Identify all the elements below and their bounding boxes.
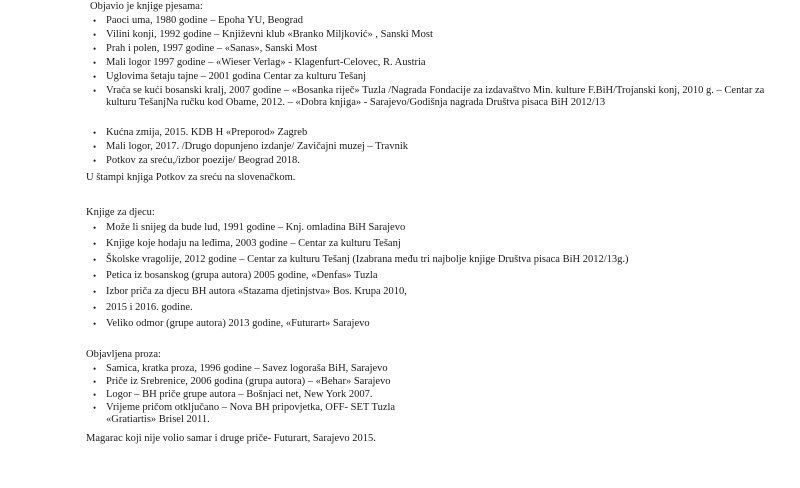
bullet-icon: • bbox=[93, 255, 97, 265]
list-item: • Veliko odmor (grupe autora) 2013 godine, «Futurart» Sarajevo bbox=[93, 318, 370, 329]
list-item: • Vraća se kući bosanski kralj, 2007 godine – «Bosanka riječ» Tuzla /Nagrada Fondacije za izdavaštvo Min. kulture F.BiH/Trojanski konj, 2010 g. – Centar za kulturu TešanjNa ručku kod Obame, 2012. – «Dobra knjiga» - Sarajevo/Godišnja nagrada Društva pisaca BiH 2012/13 bbox=[93, 85, 765, 108]
print-note: U štampi knjiga Potkov za sreću na slovenačkom. bbox=[86, 172, 296, 183]
children-heading: Knjige za djecu: bbox=[86, 207, 155, 218]
prose-list bbox=[93, 363, 783, 428]
children-list bbox=[93, 222, 783, 334]
list-item: • Petica iz bosanskog (grupa autora) 2005 godine, «Denfas» Tuzla bbox=[93, 270, 378, 281]
bullet-icon: • bbox=[93, 44, 97, 54]
list-item: • Školske vragolije, 2012 godine – Centar za kulturu Tešanj (Izabrana među tri najbolje knjige Društva pisaca BiH 2012/13g.) bbox=[93, 254, 629, 265]
bullet-icon: • bbox=[93, 390, 97, 400]
bullet-icon: • bbox=[93, 377, 97, 387]
list-item: • 2015 i 2016. godine. bbox=[93, 302, 193, 313]
list-item: • Samica, kratka proza, 1996 godine – Savez logoraša BiH, Sarajevo bbox=[93, 363, 388, 374]
prose-heading: Objavljena proza: bbox=[86, 349, 161, 360]
bullet-icon: • bbox=[93, 30, 97, 40]
bullet-icon: • bbox=[93, 142, 97, 152]
list-item: • Logor – BH priče grupe autora – Bošnjaci net, New York 2007. bbox=[93, 389, 373, 400]
bullet-icon: • bbox=[93, 156, 97, 166]
list-item: • Kućna zmija, 2015. KDB H «Preporod» Zagreb bbox=[93, 127, 308, 138]
list-item: • Mali logor, 2017. /Drugo dopunjeno izdanje/ Zavičajni muzej – Travnik bbox=[93, 141, 408, 152]
list-item: • Knjige koje hodaju na leđima, 2003 godine – Centar za kulturu Tešanj bbox=[93, 238, 401, 249]
bullet-icon: • bbox=[93, 271, 97, 281]
bullet-icon: • bbox=[93, 364, 97, 374]
bullet-icon: • bbox=[93, 223, 97, 233]
poetry-heading: Objavio je knjige pjesama: bbox=[90, 1, 203, 12]
bullet-icon: • bbox=[93, 287, 97, 297]
list-item: • Prah i polen, 1997 godine – «Sanas», Sanski Most bbox=[93, 43, 318, 54]
bullet-icon: • bbox=[93, 239, 97, 249]
list-item: • Uglovima šetaju tajne – 2001 godina Centar za kulturu Tešanj bbox=[93, 71, 367, 82]
bullet-icon: • bbox=[93, 58, 97, 68]
bullet-icon: • bbox=[93, 128, 97, 138]
prose-closing: Magarac koji nije volio samar i druge priče- Futurart, Sarajevo 2015. bbox=[86, 433, 376, 444]
bullet-icon: • bbox=[93, 72, 97, 82]
bullet-icon: • bbox=[93, 319, 97, 329]
list-item: • Mali logor 1997 godine – «Wieser Verlag» - Klagenfurt-Celovec, R. Austria bbox=[93, 57, 426, 68]
list-item: • Priče iz Srebrenice, 2006 godina (grupa autora) – «Behar» Sarajevo bbox=[93, 376, 391, 387]
list-item: • Potkov za sreću,/izbor poezije/ Beograd 2018. bbox=[93, 155, 300, 166]
list-item: • Paoci uma, 1980 godine – Epoha YU, Beograd bbox=[93, 15, 304, 26]
list-item: • Vilini konji, 1992 godine – Književni klub «Branko Miljković» , Sanski Most bbox=[93, 29, 433, 40]
bullet-icon: • bbox=[93, 16, 97, 26]
bullet-icon: • bbox=[93, 403, 97, 413]
list-item: • Vrijeme pričom otključano – Nova BH pripovjetka, OFF- SET Tuzla «Gratiartis» Brisel 2011. bbox=[93, 402, 396, 425]
bullet-icon: • bbox=[93, 86, 97, 96]
poetry-list bbox=[93, 15, 783, 169]
list-item: • Izbor priča za djecu BH autora «Stazama djetinjstva» Bos. Krupa 2010, bbox=[93, 286, 407, 297]
list-item: • Može li snijeg da bude lud, 1991 godine – Knj. omladina BiH Sarajevo bbox=[93, 222, 406, 233]
bullet-icon: • bbox=[93, 303, 97, 313]
